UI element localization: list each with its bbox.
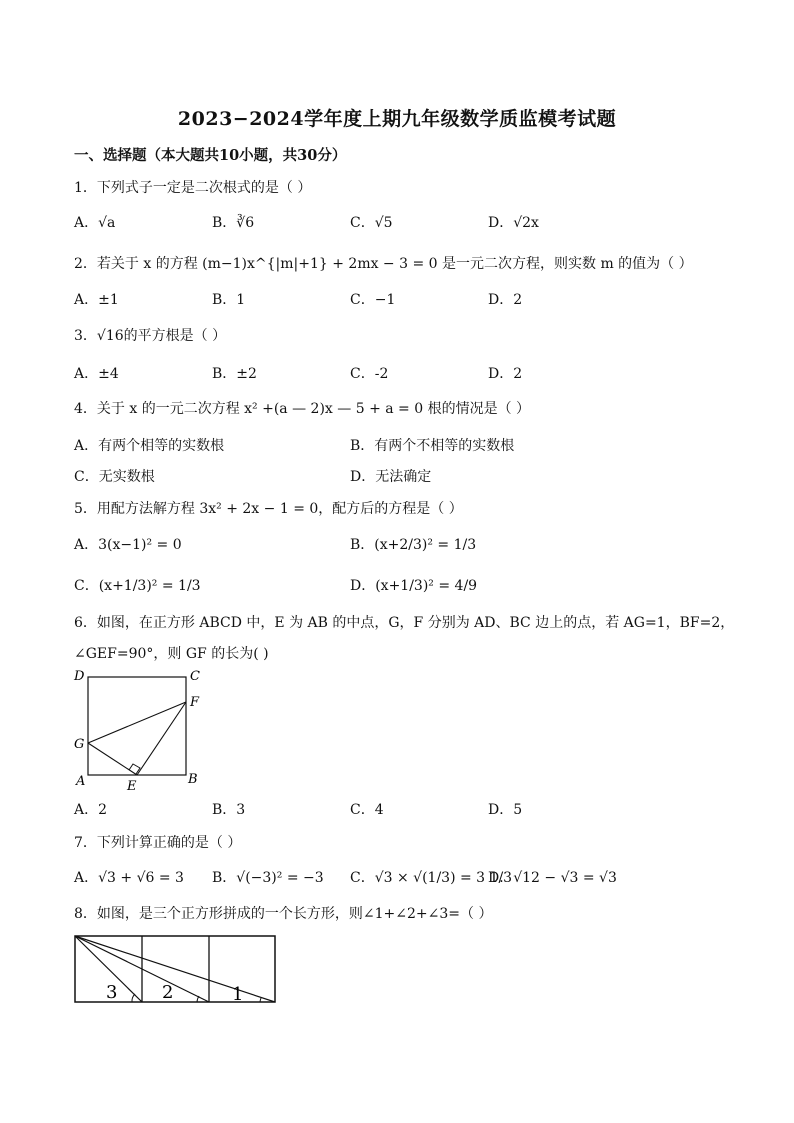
question-3-options	[74, 363, 724, 385]
q4-option-d: D．无法确定	[350, 469, 432, 485]
q6-option-b: B．3	[212, 802, 246, 818]
question-8-stem: 8．如图，是三个正方形拼成的一个长方形，则∠1+∠2+∠3=（ ）	[74, 906, 493, 922]
question-5-options-row2	[74, 575, 724, 597]
diagonal-1	[75, 936, 275, 1002]
question-2-options	[74, 289, 724, 311]
question-4-stem: 4．关于 x 的一元二次方程 x² +(a — 2)x — 5 + a = 0 根的情况是（ ）	[74, 401, 531, 417]
question-5-options-row1	[74, 534, 724, 556]
q5-option-a: A．3(x−1)² = 0	[74, 537, 182, 553]
segment-ge	[88, 743, 137, 775]
q7-option-c: C．√3 × √(1/3) = 3 1/3	[350, 870, 513, 886]
q6-option-a: A．2	[74, 802, 108, 818]
q1-option-d: D．√2x	[488, 215, 539, 231]
question-6-stem-line2: ∠GEF=90°，则 GF 的长为( )	[74, 646, 269, 662]
label-b: B	[188, 772, 198, 787]
angle-label-2: 2	[162, 982, 174, 1003]
q3-option-d: D．2	[488, 366, 523, 382]
q1-option-b: B．∛6	[212, 215, 255, 231]
q7-option-b: B．√(−3)² = −3	[212, 870, 324, 886]
q5-option-b: B．(x+2/3)² = 1/3	[350, 537, 477, 553]
question-5-stem: 5．用配方法解方程 3x² + 2x − 1 = 0，配方后的方程是（ ）	[74, 501, 463, 517]
question-6-options	[74, 799, 724, 821]
square-abcd	[88, 677, 186, 775]
q3-option-c: C．-2	[350, 366, 389, 382]
figure-8-three-squares	[70, 932, 282, 1008]
q4-option-b: B．有两个不相等的实数根	[350, 438, 515, 454]
question-3-stem: 3．√16的平方根是（ ）	[74, 328, 227, 344]
q3-option-b: B．±2	[212, 366, 257, 382]
q1-option-c: C．√5	[350, 215, 393, 231]
section-heading: 一、选择题（本大题共10小题，共30分）	[74, 147, 347, 164]
page-title: 2023−2024学年度上期九年级数学质监模考试题	[177, 108, 617, 130]
q6-option-c: C．4	[350, 802, 384, 818]
q5-option-c: C．(x+1/3)² = 1/3	[74, 578, 201, 594]
q4-option-a: A．有两个相等的实数根	[74, 438, 225, 454]
question-6-stem: 6．如图，在正方形 ABCD 中，E 为 AB 的中点，G，F 分别为 AD、BC 边上的点，若 AG=1，BF=2，	[74, 615, 735, 631]
angle-label-3: 3	[106, 982, 118, 1003]
q2-option-d: D．2	[488, 292, 523, 308]
q3-option-a: A．±4	[74, 366, 119, 382]
q2-option-c: C．−1	[350, 292, 396, 308]
label-c: C	[190, 669, 200, 684]
q4-option-c: C．无实数根	[74, 469, 155, 485]
q7-option-d: D．√12 − √3 = √3	[488, 870, 617, 886]
q7-option-a: A．√3 + √6 = 3	[74, 870, 184, 886]
q2-option-a: A．±1	[74, 292, 119, 308]
question-4-options-row2	[74, 466, 724, 488]
question-7-stem: 7．下列计算正确的是（ ）	[74, 835, 242, 851]
q1-option-a: A．√a	[74, 215, 116, 231]
q5-option-d: D．(x+1/3)² = 4/9	[350, 578, 478, 594]
q2-option-b: B．1	[212, 292, 246, 308]
angle-label-1: 1	[232, 984, 244, 1005]
label-g: G	[74, 737, 85, 752]
question-1-stem: 1．下列式子一定是二次根式的是（ ）	[74, 180, 312, 196]
label-d: D	[74, 669, 85, 684]
angle-arc-3	[132, 994, 135, 1002]
question-2-stem: 2．若关于 x 的方程 (m−1)x^{|m|+1} + 2mx − 3 = 0 是一元二次方程，则实数 m 的值为（ ）	[74, 256, 693, 272]
label-a: A	[76, 774, 86, 789]
question-7-options	[74, 867, 724, 889]
question-1-options	[74, 212, 724, 234]
q6-option-d: D．5	[488, 802, 523, 818]
segment-ef	[137, 702, 186, 775]
question-4-options-row1	[74, 435, 724, 457]
segment-gf	[88, 702, 186, 743]
figure-6-square-diagram	[70, 666, 210, 796]
label-e: E	[127, 779, 137, 794]
label-f: F	[190, 695, 200, 710]
